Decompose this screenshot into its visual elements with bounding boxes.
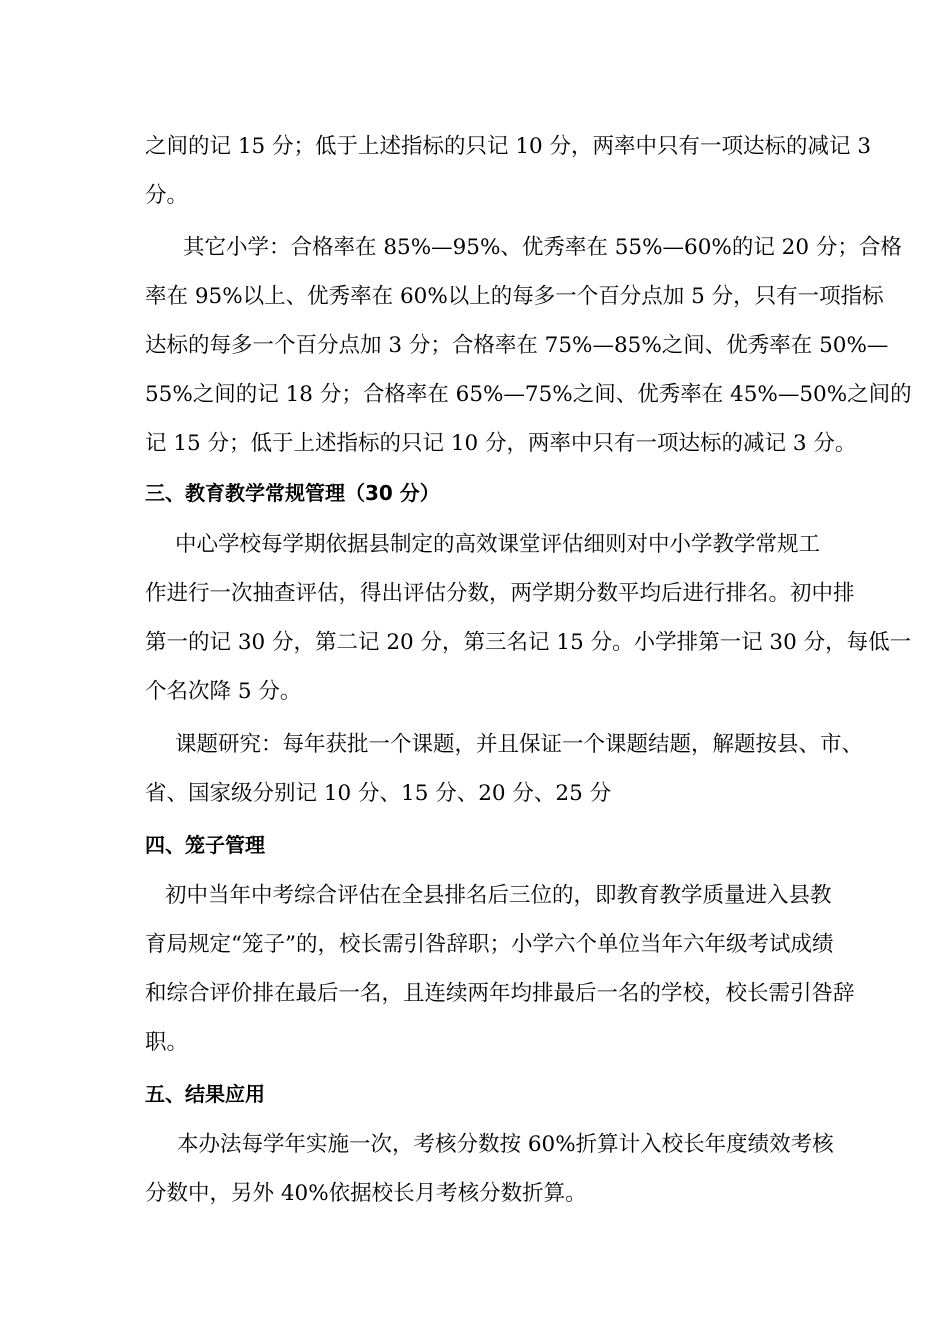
text-line: 分数中，另外 40%依据校长月考核分数折算。 xyxy=(145,1181,587,1206)
text-line: 本办法每学年实施一次，考核分数按 60%折算计入校长年度绩效考核 xyxy=(177,1132,834,1157)
text-line: 个名次降 5 分。 xyxy=(145,679,302,704)
text-line: 省、国家级分别记 10 分、15 分、20 分、25 分 xyxy=(145,781,612,806)
text-line: 记 15 分；低于上述指标的只记 10 分，两率中只有一项达标的减记 3 分。 xyxy=(145,431,857,456)
text-line: 达标的每多一个百分点加 3 分；合格率在 75%—85%之间、优秀率在 50%— xyxy=(145,333,889,358)
text-line: 55%之间的记 18 分；合格率在 65%—75%之间、优秀率在 45%—50%之间的 xyxy=(145,382,912,407)
text-line: 职。 xyxy=(145,1030,189,1055)
section-heading: 四、笼子管理 xyxy=(145,833,265,857)
section-heading: 三、教育教学常规管理（30 分） xyxy=(145,481,440,505)
section-heading: 五、结果应用 xyxy=(145,1082,265,1106)
text-line: 分。 xyxy=(145,183,189,208)
text-line: 作进行一次抽查评估，得出评估分数，两学期分数平均后进行排名。初中排 xyxy=(145,581,855,606)
text-line: 第一的记 30 分，第二记 20 分，第三名记 15 分。小学排第一记 30 分，每低一 xyxy=(145,630,912,655)
text-line: 初中当年中考综合评估在全县排名后三位的，即教育教学质量进入县教 xyxy=(165,883,832,908)
text-line: 率在 95%以上、优秀率在 60%以上的每多一个百分点加 5 分，只有一项指标 xyxy=(145,284,884,309)
text-line: 和综合评价排在最后一名，且连续两年均排最后一名的学校，校长需引咎辞 xyxy=(145,981,855,1006)
text-line: 之间的记 15 分；低于上述指标的只记 10 分，两率中只有一项达标的减记 3 xyxy=(145,134,872,159)
text-line: 其它小学：合格率在 85%—95%、优秀率在 55%—60%的记 20 分；合格 xyxy=(183,235,902,260)
text-line: 中心学校每学期依据县制定的高效课堂评估细则对中小学教学常规工 xyxy=(175,532,821,557)
text-line: 课题研究：每年获批一个课题，并且保证一个课题结题，解题按县、市、 xyxy=(175,732,864,757)
text-line: 育局规定“笼子”的，校长需引咎辞职；小学六个单位当年六年级考试成绩 xyxy=(145,932,834,957)
